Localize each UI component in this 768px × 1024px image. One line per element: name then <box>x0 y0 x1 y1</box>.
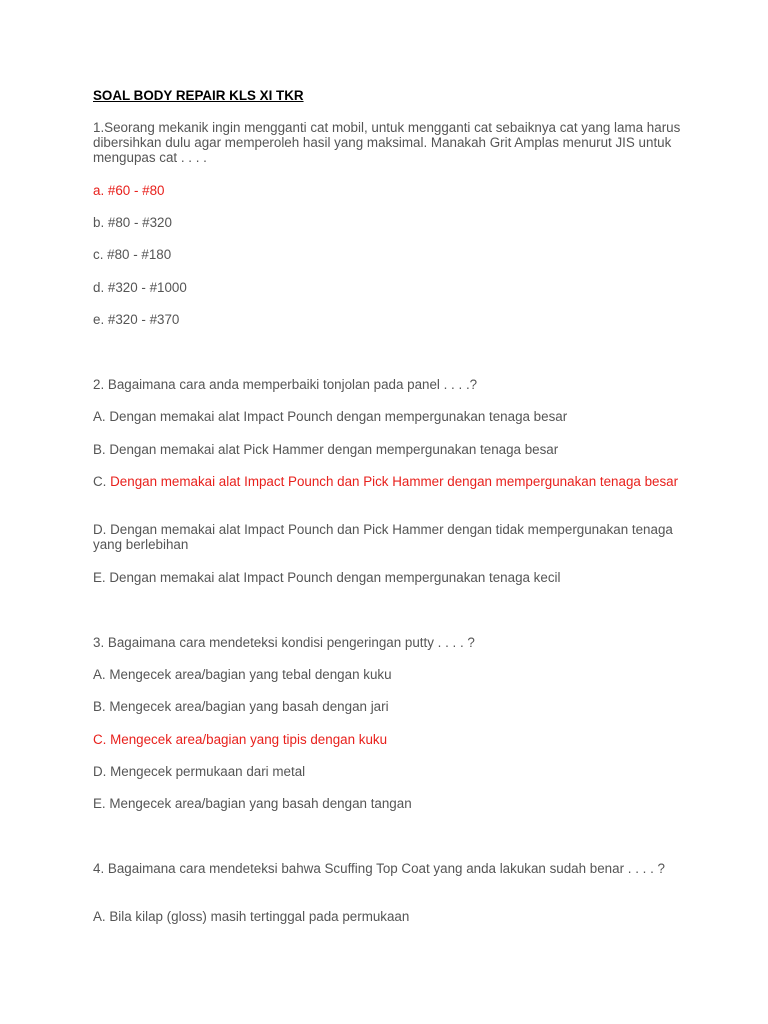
option-c-answer-text: Dengan memakai alat Impact Pounch dan Pick Hammer dengan mempergunakan tenaga besar <box>110 474 679 489</box>
question-1-text: 1.Seorang mekanik ingin mengganti cat mobil, untuk mengganti cat sebaiknya cat yang lama harus dibersihkan dulu agar memperoleh hasil yang maksimal. Manakah Grit Amplas menurut JIS untuk mengupas cat . . . . <box>93 120 681 165</box>
question-3-option-a: A. Mengecek area/bagian yang tebal dengan kuku <box>93 667 392 682</box>
question-3-option-b: B. Mengecek area/bagian yang basah dengan jari <box>93 699 389 714</box>
option-c-prefix: C. <box>93 474 111 489</box>
document-title: SOAL BODY REPAIR KLS XI TKR <box>93 88 304 103</box>
question-2-option-b: B. Dengan memakai alat Pick Hammer dengan mempergunakan tenaga besar <box>93 442 559 457</box>
question-4-text: 4. Bagaimana cara mendeteksi bahwa Scuffing Top Coat yang anda lakukan sudah benar . . . . ? <box>93 861 665 876</box>
question-3-option-d: D. Mengecek permukaan dari metal <box>93 764 306 779</box>
question-2-option-e: E. Dengan memakai alat Impact Pounch dengan mempergunakan tenaga kecil <box>93 570 561 585</box>
question-3-option-c: C. Mengecek area/bagian yang tipis dengan kuku <box>93 732 388 747</box>
question-1-option-a: a. #60 - #80 <box>93 183 165 198</box>
question-2-text: 2. Bagaimana cara anda memperbaiki tonjolan pada panel . . . .? <box>93 377 478 392</box>
question-2-option-d: D. Dengan memakai alat Impact Pounch dan Pick Hammer dengan tidak mempergunakan tenaga yang berlebihan <box>93 522 673 552</box>
question-3-text: 3. Bagaimana cara mendeteksi kondisi pengeringan putty . . . . ? <box>93 635 475 650</box>
question-4-option-a: A. Bila kilap (gloss) masih tertinggal pada permukaan <box>93 909 410 924</box>
question-1-option-e: e. #320 - #370 <box>93 312 180 327</box>
question-1-option-d: d. #320 - #1000 <box>93 280 187 295</box>
question-1-option-c: c. #80 - #180 <box>93 247 172 262</box>
question-3-option-e: E. Mengecek area/bagian yang basah dengan tangan <box>93 796 412 811</box>
question-2-option-a: A. Dengan memakai alat Impact Pounch dengan mempergunakan tenaga besar <box>93 409 568 424</box>
question-2-option-c <box>93 474 683 489</box>
question-1-option-b: b. #80 - #320 <box>93 215 172 230</box>
